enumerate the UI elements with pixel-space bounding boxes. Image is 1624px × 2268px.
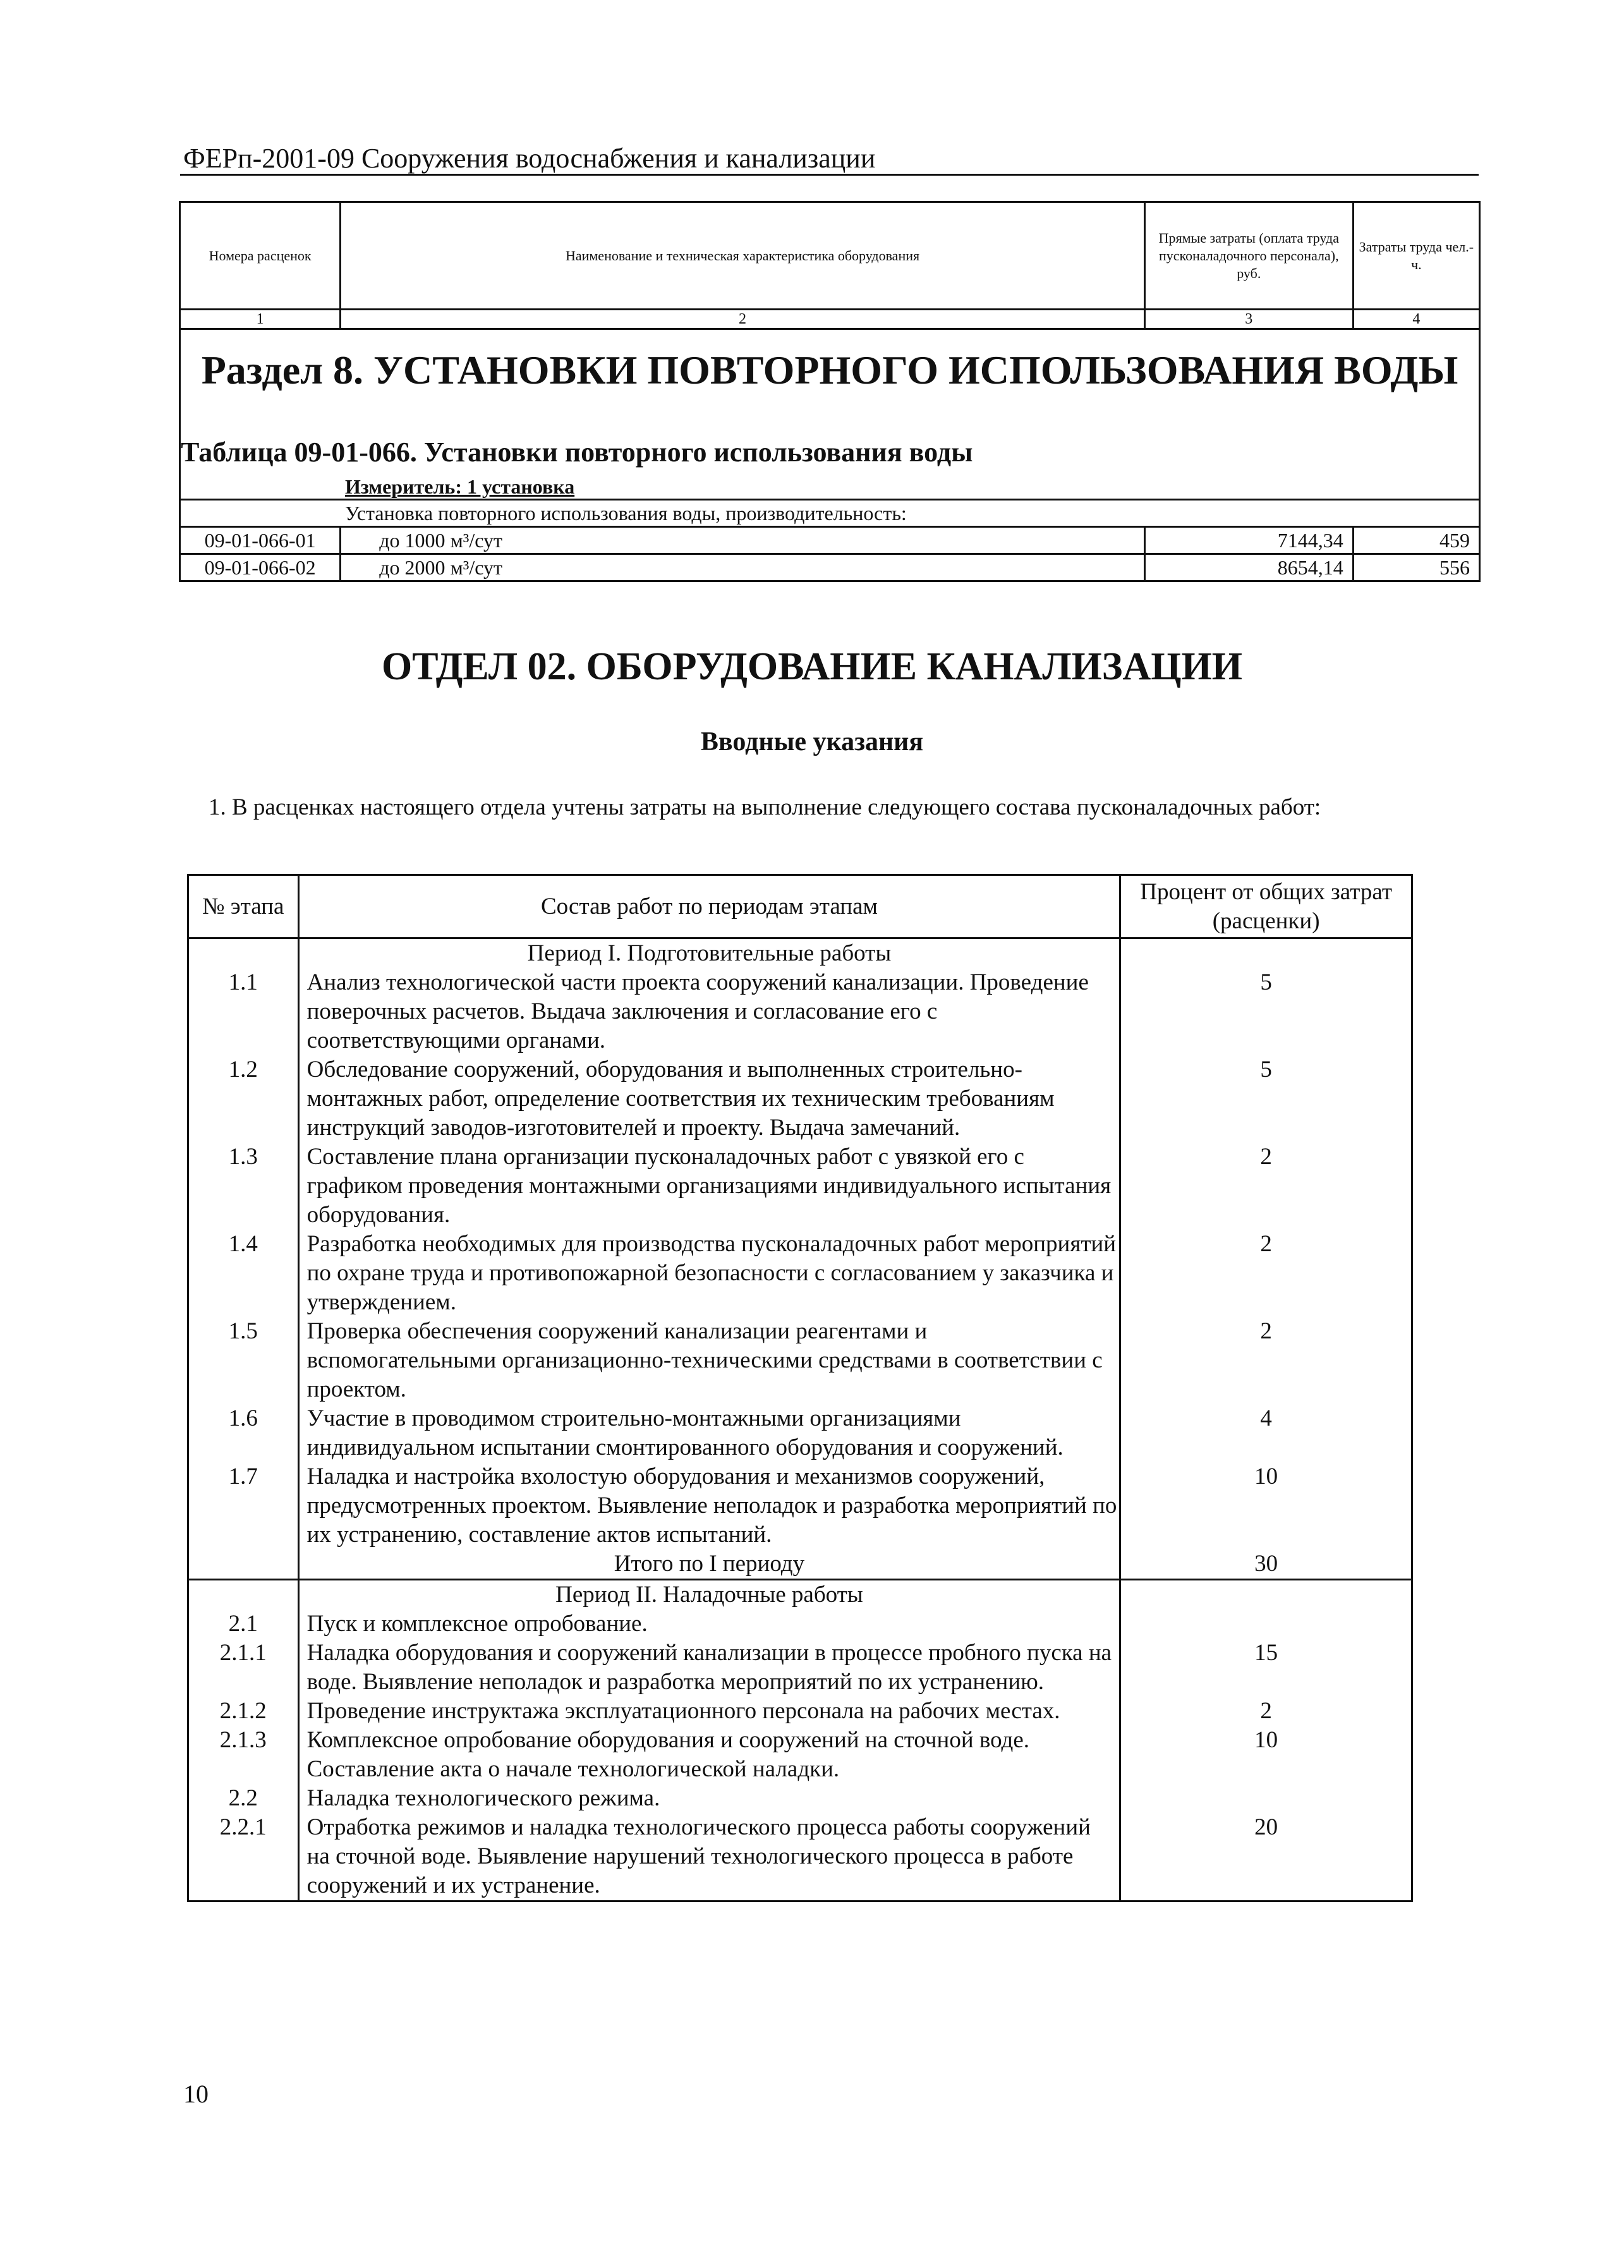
- table-row: [188, 1813, 1412, 1901]
- empty-cell: [1120, 938, 1412, 969]
- period-title: Период II. Наладочные работы: [298, 1580, 1120, 1610]
- stage-percent: 5: [1120, 968, 1412, 1055]
- stage-number: 1.3: [188, 1143, 299, 1230]
- col-number: 2: [341, 310, 1145, 329]
- rate-name: до 2000 м³/сут: [341, 554, 1145, 581]
- stage-number: 2.1: [188, 1610, 299, 1639]
- empty-cell: [188, 938, 299, 969]
- stage-percent: 10: [1120, 1726, 1412, 1784]
- stage-number: 1.4: [188, 1230, 299, 1317]
- stage-text: Пуск и комплексное опробование.: [298, 1610, 1120, 1639]
- table-row: [188, 1639, 1412, 1697]
- stage-number: 2.1.2: [188, 1697, 299, 1726]
- document-header-title: ФЕРп-2001-09 Сооружения водоснабжения и канализации: [183, 143, 876, 174]
- stage-number: 1.6: [188, 1404, 299, 1462]
- section-title: Раздел 8. УСТАНОВКИ ПОВТОРНОГО ИСПОЛЬЗОВАНИЯ ВОДЫ: [180, 329, 1480, 411]
- stage-text: Разработка необходимых для производства пусконаладочных работ мероприятий по охране труда и противопожарной безопасности с согласованием у заказчика и утверждением.: [298, 1230, 1120, 1317]
- stage-number: 2.1.1: [188, 1639, 299, 1697]
- stage-percent: 15: [1120, 1639, 1412, 1697]
- period-total-label: Итого по I периоду: [298, 1549, 1120, 1580]
- table-row: [188, 1784, 1412, 1813]
- stage-text: Проведение инструктажа эксплуатационного персонала на рабочих местах.: [298, 1697, 1120, 1726]
- stage-text: Наладка технологического режима.: [298, 1784, 1120, 1813]
- stage-percent: 10: [1120, 1462, 1412, 1549]
- rate-cost: 8654,14: [1144, 554, 1353, 581]
- table-row: [188, 1055, 1412, 1143]
- empty-cell: [188, 1549, 299, 1580]
- col-number: 4: [1353, 310, 1479, 329]
- col-header-stage: № этапа: [188, 875, 299, 938]
- intro-title: Вводные указания: [700, 727, 924, 756]
- stage-text: Анализ технологической части проекта сооружений канализации. Проведение поверочных расчетов. Выдача заключения и согласование его с соответствующими органами.: [298, 968, 1120, 1055]
- stage-number: 2.2: [188, 1784, 299, 1813]
- stage-text: Обследование сооружений, оборудования и выполненных строительно-монтажных работ, определение соответствия их техническим требованиям инструкций заводов-изготовителей и проекту. Выдача замечаний.: [298, 1055, 1120, 1143]
- stage-text: Проверка обеспечения сооружений канализации реагентами и вспомогательными организационно-техническими средствами в соответствии с проектом.: [298, 1317, 1120, 1404]
- rate-labor: 556: [1353, 554, 1479, 581]
- stage-percent: 2: [1120, 1143, 1412, 1230]
- stage-number: 1.1: [188, 968, 299, 1055]
- rate-labor: 459: [1353, 527, 1479, 554]
- table-row: [188, 1726, 1412, 1784]
- page-number: 10: [183, 2080, 209, 2108]
- col-header-labor: Затраты труда чел.-ч.: [1353, 202, 1479, 310]
- stage-number: 2.2.1: [188, 1813, 299, 1901]
- stage-number: 2.1.3: [188, 1726, 299, 1784]
- table-row: [188, 1143, 1412, 1230]
- col-number: 3: [1144, 310, 1353, 329]
- period-total-value: 30: [1120, 1549, 1412, 1580]
- intro-paragraph: [183, 793, 1419, 822]
- otdel-title: ОТДЕЛ 02. ОБОРУДОВАНИЕ КАНАЛИЗАЦИИ: [382, 645, 1242, 688]
- table-row: [188, 968, 1412, 1055]
- group-label: Установка повторного использования воды, производительность:: [180, 500, 1480, 527]
- rate-cost: 7144,34: [1144, 527, 1353, 554]
- stage-percent: 5: [1120, 1055, 1412, 1143]
- measure-label: Измеритель: 1 установка: [345, 475, 575, 498]
- table-title: Таблица 09-01-066. Установки повторного использования воды: [180, 411, 1480, 468]
- stage-percent: 4: [1120, 1404, 1412, 1462]
- header-rule: [180, 174, 1479, 176]
- stages-table: [187, 874, 1413, 1902]
- stage-percent: 2: [1120, 1230, 1412, 1317]
- measure-row: [180, 468, 1480, 500]
- stage-text: Комплексное опробование оборудования и сооружений на сточной воде. Составление акта о начале технологической наладки.: [298, 1726, 1120, 1784]
- empty-cell: [1120, 1580, 1412, 1610]
- rate-code: 09-01-066-01: [180, 527, 341, 554]
- table-row: [180, 554, 1480, 581]
- col-number: 1: [180, 310, 341, 329]
- stage-text: Составление плана организации пусконаладочных работ с увязкой его с графиком проведения монтажными организациями индивидуального испытания оборудования.: [298, 1143, 1120, 1230]
- table-row: [188, 1697, 1412, 1726]
- table-row: [188, 1317, 1412, 1404]
- stage-number: 1.5: [188, 1317, 299, 1404]
- rate-code: 09-01-066-02: [180, 554, 341, 581]
- col-header-work: Состав работ по периодам этапам: [298, 875, 1120, 938]
- table-row: [188, 1610, 1412, 1639]
- col-header-code: Номера расценок: [180, 202, 341, 310]
- col-header-name: Наименование и техническая характеристика оборудования: [341, 202, 1145, 310]
- stage-percent: 20: [1120, 1813, 1412, 1901]
- col-header-percent: Процент от общих затрат (расценки): [1120, 875, 1412, 938]
- rate-name: до 1000 м³/сут: [341, 527, 1145, 554]
- stage-percent: [1120, 1784, 1412, 1813]
- period-total-row: [188, 1549, 1412, 1580]
- stage-percent: [1120, 1610, 1412, 1639]
- stage-text: Отработка режимов и наладка технологического процесса работы сооружений на сточной воде. Выявление нарушений технологического процесса в работе сооружений и их устранение.: [298, 1813, 1120, 1901]
- stage-text: Участие в проводимом строительно-монтажными организациями индивидуальном испытании смонтированного оборудования и сооружений.: [298, 1404, 1120, 1462]
- table-row: [180, 527, 1480, 554]
- period-title: Период I. Подготовительные работы: [298, 938, 1120, 969]
- empty-cell: [188, 1580, 299, 1610]
- rates-table: [179, 201, 1481, 582]
- table-row: [188, 1404, 1412, 1462]
- table-row: [188, 1462, 1412, 1549]
- stage-number: 1.2: [188, 1055, 299, 1143]
- stage-percent: 2: [1120, 1317, 1412, 1404]
- col-header-cost: Прямые затраты (оплата труда пусконаладочного персонала), руб.: [1144, 202, 1353, 310]
- intro-paragraph-text: 1. В расценках настоящего отдела учтены затраты на выполнение следующего состава пусконаладочных работ:: [209, 794, 1321, 820]
- stage-percent: 2: [1120, 1697, 1412, 1726]
- stage-number: 1.7: [188, 1462, 299, 1549]
- stage-text: Наладка оборудования и сооружений канализации в процессе пробного пуска на воде. Выявление неполадок и разработка мероприятий по их устранению.: [298, 1639, 1120, 1697]
- stage-text: Наладка и настройка вхолостую оборудования и механизмов сооружений, предусмотренных проектом. Выявление неполадок и разработка мероприятий по их устранению, составление актов испытаний.: [298, 1462, 1120, 1549]
- table-row: [188, 1230, 1412, 1317]
